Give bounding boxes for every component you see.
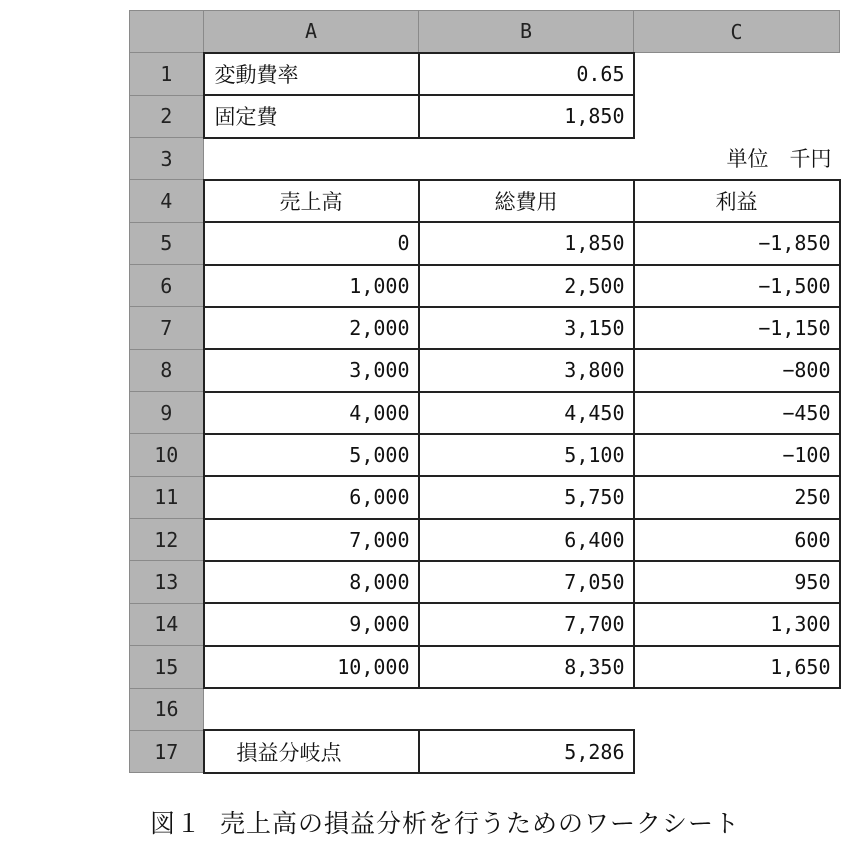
figure-title: 売上高の損益分析を行うためのワークシート (220, 809, 741, 838)
cell-c14[interactable]: 1,300 (634, 603, 840, 645)
row-header[interactable]: 15 (130, 646, 204, 688)
cell-c16[interactable] (634, 688, 840, 730)
row-header[interactable]: 5 (130, 222, 204, 264)
cell-a9[interactable]: 4,000 (204, 392, 419, 434)
cell-a7[interactable]: 2,000 (204, 307, 419, 349)
cell-b7[interactable]: 3,150 (419, 307, 634, 349)
cell-c4[interactable]: 利益 (634, 180, 840, 222)
cell-c1[interactable] (634, 53, 840, 95)
row-header[interactable]: 6 (130, 265, 204, 307)
row-header[interactable]: 8 (130, 349, 204, 391)
cell-a17[interactable]: 損益分岐点 (204, 730, 419, 772)
cell-c17[interactable] (634, 730, 840, 772)
table-row (130, 519, 840, 561)
table-row (130, 603, 840, 645)
table-row (130, 688, 840, 730)
cell-b1[interactable]: 0.65 (419, 53, 634, 95)
table-row (130, 730, 840, 772)
cell-c8[interactable]: −800 (634, 349, 840, 391)
cell-a5[interactable]: 0 (204, 222, 419, 264)
row-header[interactable]: 11 (130, 476, 204, 518)
cell-b8[interactable]: 3,800 (419, 349, 634, 391)
cell-b6[interactable]: 2,500 (419, 265, 634, 307)
cell-b5[interactable]: 1,850 (419, 222, 634, 264)
cell-c5[interactable]: −1,850 (634, 222, 840, 264)
row-header[interactable]: 12 (130, 519, 204, 561)
cell-a15[interactable]: 10,000 (204, 646, 419, 688)
cell-c13[interactable]: 950 (634, 561, 840, 603)
cell-b10[interactable]: 5,100 (419, 434, 634, 476)
cell-b15[interactable]: 8,350 (419, 646, 634, 688)
table-row (130, 95, 840, 137)
table-row (130, 561, 840, 603)
row-header[interactable]: 9 (130, 392, 204, 434)
table-row (130, 265, 840, 307)
cell-c9[interactable]: −450 (634, 392, 840, 434)
cell-b3[interactable] (419, 138, 634, 180)
cell-a14[interactable]: 9,000 (204, 603, 419, 645)
cell-c10[interactable]: −100 (634, 434, 840, 476)
cell-c12[interactable]: 600 (634, 519, 840, 561)
row-header[interactable]: 1 (130, 53, 204, 95)
unit-label[interactable]: 単位 千円 (634, 138, 840, 180)
table-row (130, 53, 840, 95)
row-header[interactable]: 10 (130, 434, 204, 476)
cell-a12[interactable]: 7,000 (204, 519, 419, 561)
column-header-c[interactable]: C (634, 11, 840, 53)
table-row (130, 476, 840, 518)
cell-a2[interactable]: 固定費 (204, 95, 419, 137)
cell-a16[interactable] (204, 688, 419, 730)
column-header-b[interactable]: B (419, 11, 634, 53)
column-header-row (130, 11, 840, 53)
cell-b17[interactable]: 5,286 (419, 730, 634, 772)
cell-c11[interactable]: 250 (634, 476, 840, 518)
cell-a10[interactable]: 5,000 (204, 434, 419, 476)
cell-c2[interactable] (634, 95, 840, 137)
table-row (130, 646, 840, 688)
figure-number: 図１ (150, 809, 203, 838)
cell-a8[interactable]: 3,000 (204, 349, 419, 391)
row-header[interactable]: 16 (130, 688, 204, 730)
table-row (130, 180, 840, 222)
table-row (130, 434, 840, 476)
cell-a6[interactable]: 1,000 (204, 265, 419, 307)
cell-c6[interactable]: −1,500 (634, 265, 840, 307)
row-header[interactable]: 4 (130, 180, 204, 222)
table-row (130, 307, 840, 349)
row-header[interactable]: 3 (130, 138, 204, 180)
cell-a11[interactable]: 6,000 (204, 476, 419, 518)
table-row (130, 138, 840, 180)
cell-b16[interactable] (419, 688, 634, 730)
row-header[interactable]: 17 (130, 730, 204, 772)
cell-b9[interactable]: 4,450 (419, 392, 634, 434)
cell-b2[interactable]: 1,850 (419, 95, 634, 137)
cell-b14[interactable]: 7,700 (419, 603, 634, 645)
column-header-a[interactable]: A (204, 11, 419, 53)
cell-a1[interactable]: 変動費率 (204, 53, 419, 95)
row-header[interactable]: 13 (130, 561, 204, 603)
cell-c7[interactable]: −1,150 (634, 307, 840, 349)
cell-b13[interactable]: 7,050 (419, 561, 634, 603)
worksheet-grid (129, 10, 841, 774)
cell-a13[interactable]: 8,000 (204, 561, 419, 603)
cell-b4[interactable]: 総費用 (419, 180, 634, 222)
cell-a3[interactable] (204, 138, 419, 180)
cell-a4[interactable]: 売上高 (204, 180, 419, 222)
row-header[interactable]: 7 (130, 307, 204, 349)
cell-c15[interactable]: 1,650 (634, 646, 840, 688)
figure-caption (150, 804, 740, 840)
table-row (130, 222, 840, 264)
table-row (130, 349, 840, 391)
cell-b11[interactable]: 5,750 (419, 476, 634, 518)
select-all-corner[interactable] (130, 11, 204, 53)
cell-b12[interactable]: 6,400 (419, 519, 634, 561)
table-row (130, 392, 840, 434)
row-header[interactable]: 14 (130, 603, 204, 645)
row-header[interactable]: 2 (130, 95, 204, 137)
